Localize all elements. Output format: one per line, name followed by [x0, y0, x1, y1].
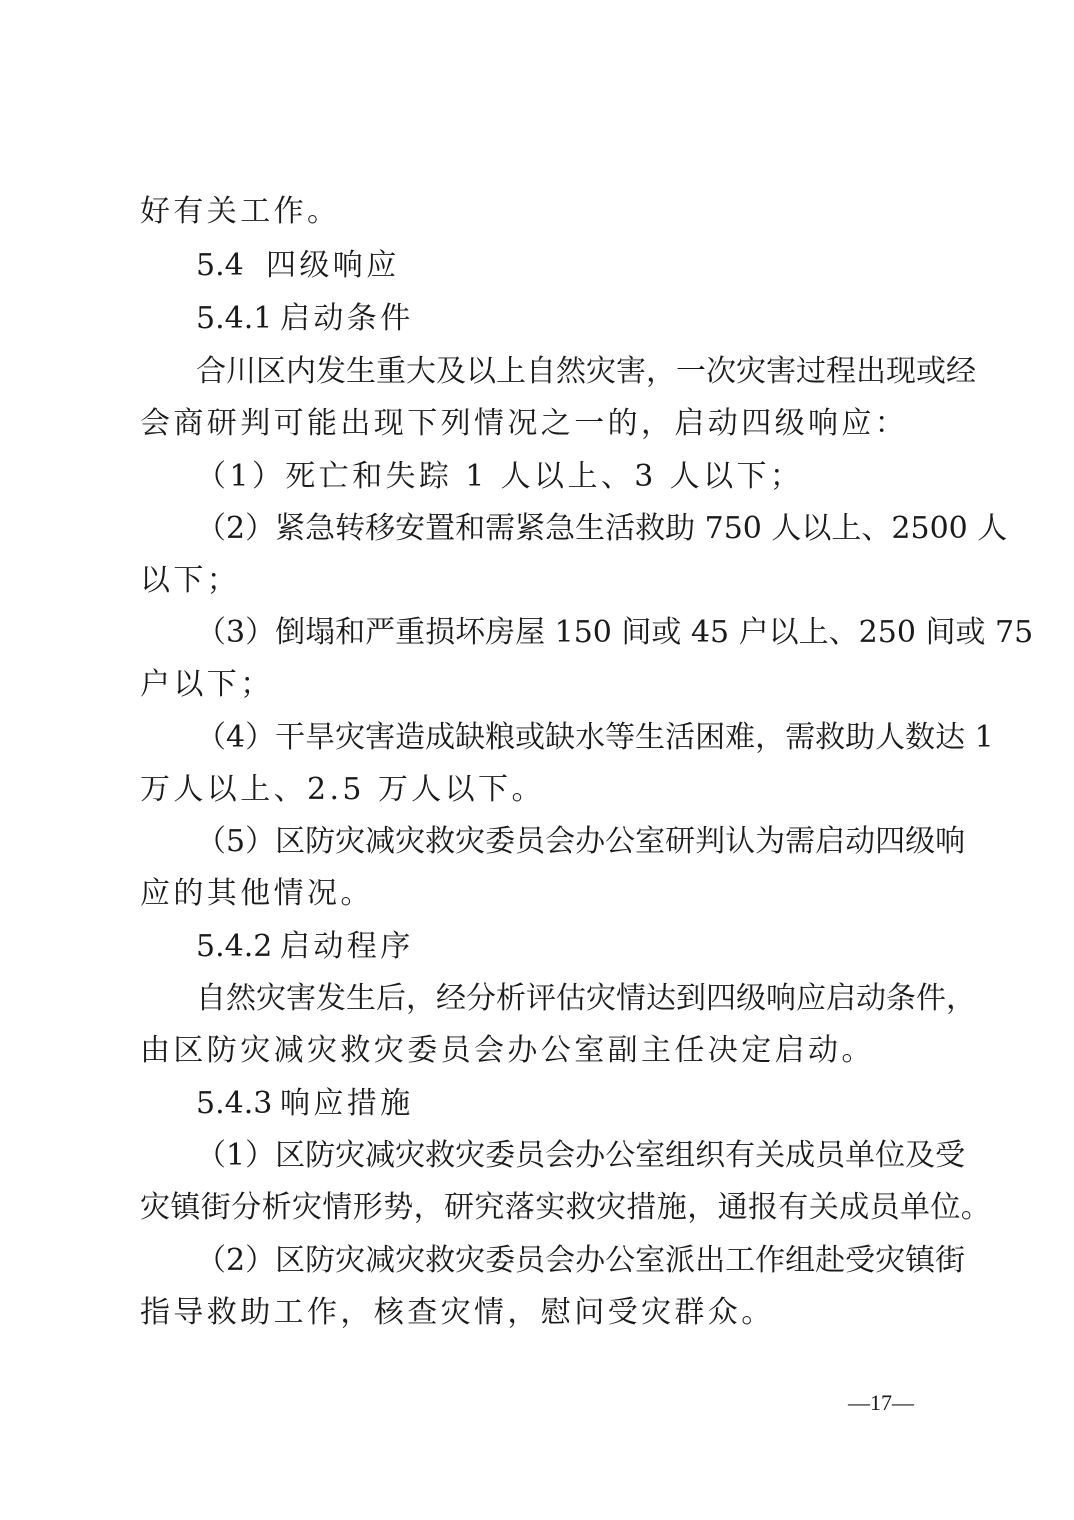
text-line: 灾镇街分析灾情形势，研究落实救灾措施，通报有关成员单位。: [140, 1190, 992, 1225]
section-heading-5-4: [196, 248, 400, 284]
section-number: 5.4.2: [196, 929, 273, 964]
text-line: 由区防灾减灾救灾委员会办公室副主任决定启动。: [140, 1033, 875, 1068]
section-number: 5.4.1: [196, 301, 273, 336]
text-line: 应的其他情况。: [140, 876, 374, 911]
text-line: 户以下；: [140, 667, 274, 702]
condition-item-1: （1）死亡和失踪 1 人以上、3 人以下；: [196, 459, 804, 494]
text-line: 以下；: [140, 563, 241, 598]
page-number: —17—: [848, 1390, 914, 1415]
text-line: 指导救助工作，核查灾情，慰问受灾群众。: [140, 1295, 775, 1330]
condition-item-5: （5）区防灾减灾救灾委员会办公室研判认为需启动四级响: [196, 824, 966, 859]
paragraph-continuation: 好有关工作。: [140, 194, 341, 229]
section-title: 启动条件: [280, 301, 414, 336]
condition-item-2: （2）紧急转移安置和需紧急生活救助 750 人以上、2500 人: [196, 511, 1008, 546]
section-heading-5-4-3: [196, 1086, 414, 1122]
text-line: 会商研判可能出现下列情况之一的，启动四级响应：: [140, 406, 909, 441]
measure-item-1: （1）区防灾减灾救灾委员会办公室组织有关成员单位及受: [196, 1138, 966, 1173]
section-heading-5-4-2: [196, 929, 414, 965]
section-number: 5.4.3: [196, 1086, 273, 1121]
text-line: 万人以上、2.5 万人以下。: [140, 772, 545, 807]
section-title: 响应措施: [280, 1086, 414, 1121]
condition-item-4: （4）干旱灾害造成缺粮或缺水等生活困难，需救助人数达 1: [196, 720, 994, 755]
condition-item-3: （3）倒塌和严重损坏房屋 150 间或 45 户以上、250 间或 75: [196, 615, 1034, 650]
text-line: 自然灾害发生后，经分析评估灾情达到四级响应启动条件，: [196, 981, 976, 1016]
section-heading-5-4-1: [196, 301, 414, 337]
section-title: 四级响应: [266, 248, 400, 283]
section-title: 启动程序: [280, 929, 414, 964]
measure-item-2: （2）区防灾减灾救灾委员会办公室派出工作组赴受灾镇街: [196, 1243, 966, 1278]
section-number: 5.4: [196, 248, 244, 283]
text-line: 合川区内发生重大及以上自然灾害，一次灾害过程出现或经: [196, 354, 976, 389]
